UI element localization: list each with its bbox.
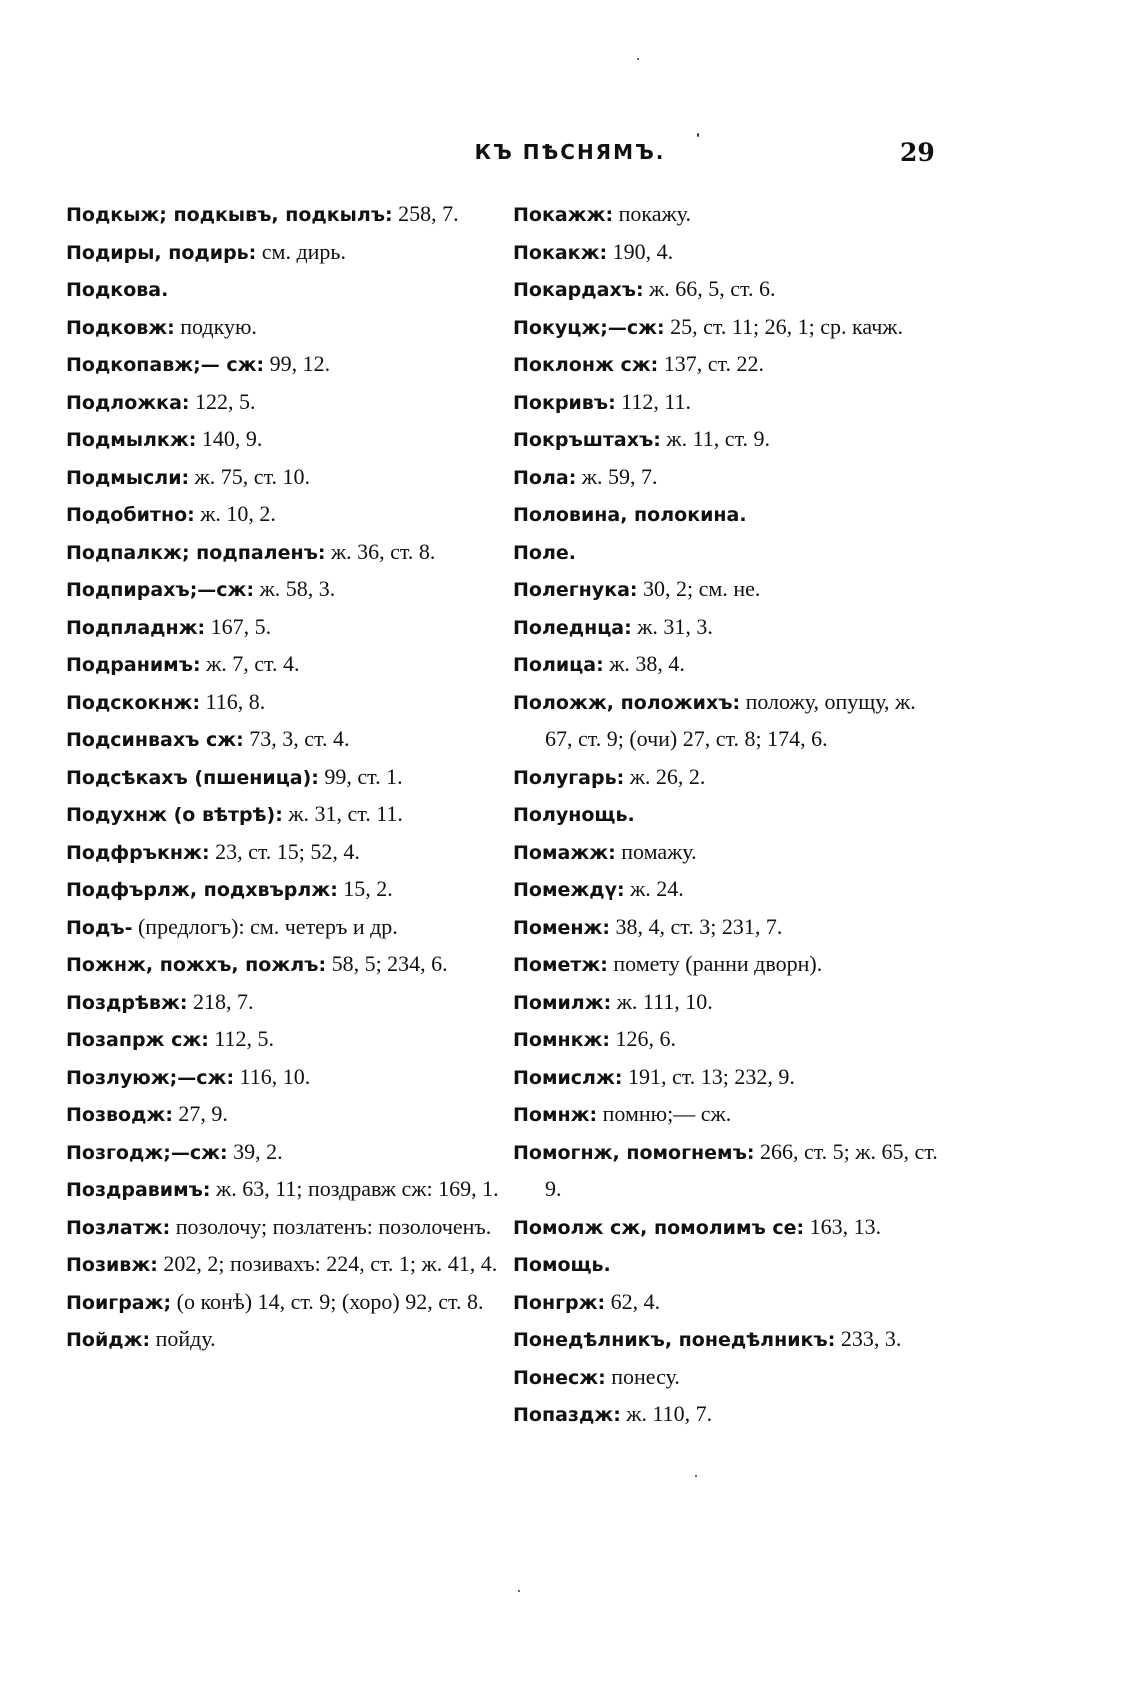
entry-headword: Подпалкж; подпаленъ: bbox=[66, 541, 326, 564]
entry-reference: понесу. bbox=[605, 1363, 680, 1389]
entry-headword: Подъ- bbox=[66, 916, 133, 939]
dictionary-entry bbox=[66, 721, 501, 759]
entry-headword: Помислж: bbox=[513, 1066, 623, 1089]
entry-reference: 25, ст. 11; 26, 1; ср. качж. bbox=[664, 313, 903, 339]
entry-headword: Покуцж;—сж: bbox=[513, 316, 665, 339]
dictionary-entry bbox=[513, 871, 948, 909]
entry-reference: ж. 26, 2. bbox=[624, 763, 706, 789]
entry-headword: Покривъ: bbox=[513, 391, 616, 414]
dictionary-entry bbox=[66, 346, 501, 384]
dictionary-entry bbox=[513, 984, 948, 1022]
entry-headword: Помогнж, помогнемъ: bbox=[513, 1141, 755, 1164]
entry-reference: ж. 7, ст. 4. bbox=[200, 651, 300, 676]
dictionary-entry bbox=[66, 796, 501, 834]
entry-headword: Позводж: bbox=[66, 1104, 173, 1126]
entry-headword: Покардахъ: bbox=[513, 279, 644, 301]
dictionary-entry bbox=[513, 271, 948, 309]
entry-headword: Позлуюж;—сж: bbox=[66, 1066, 235, 1089]
dictionary-entry bbox=[513, 1209, 948, 1247]
dictionary-entry bbox=[513, 234, 948, 272]
entry-headword: Поменж: bbox=[513, 916, 611, 939]
left-column bbox=[66, 196, 501, 1359]
dictionary-entry bbox=[513, 1021, 948, 1059]
entry-reference: 15, 2. bbox=[337, 876, 393, 901]
dictionary-entry bbox=[66, 309, 501, 347]
dictionary-entry bbox=[66, 871, 501, 909]
entry-headword: Пола: bbox=[513, 466, 577, 489]
dictionary-entry bbox=[66, 834, 501, 872]
entry-reference: пойду. bbox=[150, 1326, 216, 1351]
dictionary-entry bbox=[513, 1284, 948, 1322]
entry-headword: Позгодж;—сж: bbox=[66, 1141, 228, 1164]
entry-reference: ж. 38, 4. bbox=[603, 651, 685, 676]
entry-headword: Помеждү: bbox=[513, 879, 625, 901]
entry-reference: 99, ст. 1. bbox=[318, 763, 403, 789]
dictionary-entry bbox=[513, 1321, 948, 1359]
entry-reference: 191, ст. 13; 232, 9. bbox=[622, 1063, 795, 1089]
entry-headword: Пойдж: bbox=[66, 1329, 151, 1351]
dictionary-entry bbox=[66, 1246, 501, 1284]
running-header: КЪ ПѢСНЯМЪ. bbox=[474, 140, 666, 164]
entry-reference: 23, ст. 15; 52, 4. bbox=[209, 838, 360, 864]
entry-headword: Подмысли: bbox=[66, 466, 190, 489]
entry-reference: помажу. bbox=[615, 838, 697, 864]
entry-reference: 233, 3. bbox=[835, 1326, 902, 1351]
entry-reference: 202, 2; позивахъ: 224, ст. 1; ж. 41, 4. bbox=[157, 1251, 498, 1276]
entry-headword: Подухнж (о вѣтрѣ): bbox=[66, 804, 283, 826]
dictionary-entry bbox=[66, 534, 501, 572]
entry-headword: Позивж: bbox=[66, 1254, 158, 1276]
dictionary-entry bbox=[513, 1359, 948, 1397]
entry-headword: Покажж: bbox=[513, 204, 614, 226]
paper-speck bbox=[637, 58, 639, 60]
entry-headword: Пожнж, пожхъ, пожлъ: bbox=[66, 954, 327, 976]
entry-reference: 116, 10. bbox=[234, 1063, 311, 1089]
dictionary-entry bbox=[66, 196, 501, 234]
entry-headword: Помолж сж, помолимъ се: bbox=[513, 1216, 805, 1239]
dictionary-entry bbox=[513, 1096, 948, 1134]
entry-reference: ж. 111, 10. bbox=[611, 988, 713, 1014]
dictionary-entry bbox=[513, 909, 948, 947]
dictionary-entry bbox=[66, 1021, 501, 1059]
dictionary-entry bbox=[513, 1396, 948, 1434]
dictionary-entry bbox=[513, 421, 948, 459]
entry-reference: (о конѣ) 14, ст. 9; (хоро) 92, ст. 8. bbox=[171, 1288, 484, 1314]
dictionary-entry bbox=[66, 271, 501, 309]
dictionary-entry bbox=[66, 1209, 501, 1247]
entry-headword: Поледнца: bbox=[513, 616, 632, 639]
dictionary-entry bbox=[513, 571, 948, 609]
entry-headword: Полунощь. bbox=[513, 804, 635, 826]
paper-speck bbox=[695, 1475, 697, 1477]
entry-reference: 137, ст. 22. bbox=[658, 351, 764, 376]
entry-headword: Подскокнж: bbox=[66, 691, 201, 714]
entry-headword: Подкыж; подкывъ, подкылъ: bbox=[66, 204, 393, 226]
entry-headword: Подсѣкахъ (пшеница): bbox=[66, 766, 319, 789]
entry-reference: ж. 66, 5, ст. 6. bbox=[643, 276, 776, 301]
entry-headword: Позапрж сж: bbox=[66, 1029, 209, 1051]
entry-headword: Поле. bbox=[513, 541, 576, 564]
dictionary-entry bbox=[66, 1059, 501, 1097]
entry-reference: см. дирь. bbox=[256, 238, 346, 264]
entry-headword: Половина, полокина. bbox=[513, 504, 747, 526]
dictionary-entry bbox=[513, 1134, 948, 1209]
dictionary-entry bbox=[66, 909, 501, 947]
entry-headword: Помнкж: bbox=[513, 1029, 611, 1051]
entry-headword: Поздравимъ: bbox=[66, 1179, 211, 1201]
entry-headword: Понедѣлникъ, понедѣлникъ: bbox=[513, 1329, 836, 1351]
entry-reference: 190, 4. bbox=[607, 238, 674, 264]
dictionary-entry bbox=[513, 609, 948, 647]
entry-headword: Поклонж сж: bbox=[513, 354, 659, 376]
entry-headword: Поздрѣвж: bbox=[66, 991, 188, 1014]
dictionary-entry bbox=[66, 421, 501, 459]
entry-reference: 112, 5. bbox=[208, 1026, 275, 1051]
dictionary-entry bbox=[66, 1171, 501, 1209]
entry-headword: Помощь. bbox=[513, 1254, 611, 1276]
entry-reference: ж. 24. bbox=[624, 876, 684, 901]
entry-reference: помню;— сж. bbox=[597, 1101, 732, 1126]
entry-reference: ж. 75, ст. 10. bbox=[189, 463, 311, 489]
dictionary-entry bbox=[66, 459, 501, 497]
entry-reference: 218, 7. bbox=[187, 988, 254, 1014]
entry-reference: ж. 58, 3. bbox=[254, 576, 336, 601]
paper-speck bbox=[697, 133, 699, 137]
entry-headword: Подкопавж;— сж: bbox=[66, 354, 265, 376]
entry-reference: ж. 31, 3. bbox=[631, 613, 713, 639]
entry-headword: Полегнука: bbox=[513, 579, 638, 601]
entry-headword: Подфръкнж: bbox=[66, 841, 210, 864]
entry-reference: помету (ранни дворн). bbox=[607, 951, 823, 976]
entry-headword: Подсинвахъ сж: bbox=[66, 729, 244, 751]
entry-headword: Подложка: bbox=[66, 391, 190, 414]
dictionary-entry bbox=[66, 496, 501, 534]
entry-reference: 116, 8. bbox=[200, 688, 266, 714]
dictionary-entry bbox=[66, 1096, 501, 1134]
dictionary-entry bbox=[513, 684, 948, 759]
entry-headword: Подпладнж: bbox=[66, 616, 206, 639]
dictionary-entry bbox=[513, 1246, 948, 1284]
entry-reference: ж. 59, 7. bbox=[576, 463, 658, 489]
entry-headword: Покръштахъ: bbox=[513, 429, 661, 451]
dictionary-entry bbox=[66, 946, 501, 984]
entry-reference: ж. 31, ст. 11. bbox=[282, 801, 403, 826]
entry-reference: 30, 2; см. не. bbox=[637, 576, 761, 601]
entry-reference: ж. 110, 7. bbox=[620, 1401, 713, 1426]
entry-headword: Позлатж: bbox=[66, 1216, 171, 1239]
entry-reference: 266, ст. 5; ж. 65, ст. 9. bbox=[545, 1138, 938, 1201]
entry-headword: Подкова. bbox=[66, 279, 169, 301]
entry-headword: Понесж: bbox=[513, 1366, 606, 1389]
entry-reference: 140, 9. bbox=[196, 426, 263, 451]
entry-reference: подкую. bbox=[174, 313, 257, 339]
entry-reference: 58, 5; 234, 6. bbox=[326, 951, 448, 976]
entry-headword: Поиграж; bbox=[66, 1291, 172, 1314]
entry-reference: ж. 63, 11; поздравж сж: 169, 1. bbox=[210, 1176, 499, 1201]
entry-reference: 112, 11. bbox=[615, 388, 692, 414]
entry-headword: Подиры, подирь: bbox=[66, 241, 257, 264]
entry-reference: 122, 5. bbox=[189, 388, 256, 414]
entry-reference: 38, 4, ст. 3; 231, 7. bbox=[610, 913, 783, 939]
dictionary-entry bbox=[66, 646, 501, 684]
entry-reference: 39, 2. bbox=[227, 1138, 283, 1164]
dictionary-entry bbox=[66, 384, 501, 422]
entry-headword: Подобитно: bbox=[66, 504, 195, 526]
entry-headword: Помажж: bbox=[513, 841, 616, 864]
entry-reference: 126, 6. bbox=[610, 1026, 677, 1051]
entry-reference: 73, 3, ст. 4. bbox=[243, 726, 350, 751]
entry-reference: 258, 7. bbox=[392, 201, 459, 226]
dictionary-entry bbox=[66, 1284, 501, 1322]
entry-reference: 163, 13. bbox=[804, 1213, 882, 1239]
dictionary-entry bbox=[66, 759, 501, 797]
entry-reference: ж. 36, ст. 8. bbox=[325, 538, 436, 564]
entry-headword: Подфърлж, подхвърлж: bbox=[66, 879, 338, 901]
entry-headword: Подковж: bbox=[66, 316, 175, 339]
entry-reference: ж. 10, 2. bbox=[194, 501, 276, 526]
entry-reference: (предлогъ): см. четеръ и др. bbox=[132, 913, 398, 939]
dictionary-entry bbox=[513, 459, 948, 497]
paper-speck bbox=[518, 1590, 520, 1592]
dictionary-entry bbox=[513, 646, 948, 684]
entry-reference: 62, 4. bbox=[605, 1288, 661, 1314]
dictionary-entry bbox=[513, 346, 948, 384]
dictionary-entry bbox=[66, 984, 501, 1022]
entry-headword: Пометж: bbox=[513, 954, 608, 976]
dictionary-entry bbox=[66, 609, 501, 647]
entry-headword: Полугарь: bbox=[513, 766, 625, 789]
entry-headword: Понгрж: bbox=[513, 1291, 606, 1314]
entry-reference: 99, 12. bbox=[264, 351, 331, 376]
dictionary-entry bbox=[513, 834, 948, 872]
page-number: 29 bbox=[900, 138, 935, 167]
dictionary-entry bbox=[513, 946, 948, 984]
dictionary-entry bbox=[513, 759, 948, 797]
entry-headword: Подранимъ: bbox=[66, 654, 201, 676]
entry-reference: 167, 5. bbox=[205, 613, 272, 639]
dictionary-entry bbox=[66, 1321, 501, 1359]
right-column bbox=[513, 196, 948, 1434]
dictionary-entry bbox=[513, 196, 948, 234]
dictionary-entry bbox=[66, 1134, 501, 1172]
dictionary-entry bbox=[513, 309, 948, 347]
dictionary-entry bbox=[513, 534, 948, 572]
entry-headword: Полица: bbox=[513, 654, 604, 676]
entry-reference: покажу. bbox=[613, 201, 691, 226]
entry-headword: Помнж: bbox=[513, 1104, 598, 1126]
entry-reference: 27, 9. bbox=[172, 1101, 228, 1126]
entry-reference: положу, опущу, ж. 67, ст. 9; (очи) 27, ст. 8; 174, 6. bbox=[545, 688, 916, 751]
entry-headword: Попаздж: bbox=[513, 1404, 621, 1426]
entry-reference: ж. 11, ст. 9. bbox=[660, 426, 770, 451]
entry-headword: Покакж: bbox=[513, 241, 608, 264]
entry-headword: Подмылкж: bbox=[66, 429, 197, 451]
dictionary-entry bbox=[66, 684, 501, 722]
entry-reference: позолочу; позлатенъ: позолоченъ. bbox=[170, 1213, 492, 1239]
dictionary-entry bbox=[513, 1059, 948, 1097]
dictionary-entry bbox=[513, 384, 948, 422]
dictionary-entry bbox=[513, 496, 948, 534]
entry-headword: Подпирахъ;—сж: bbox=[66, 579, 255, 601]
entry-headword: Положж, положихъ: bbox=[513, 691, 741, 714]
entry-headword: Помилж: bbox=[513, 991, 612, 1014]
dictionary-entry bbox=[513, 796, 948, 834]
dictionary-entry bbox=[66, 571, 501, 609]
dictionary-entry bbox=[66, 234, 501, 272]
